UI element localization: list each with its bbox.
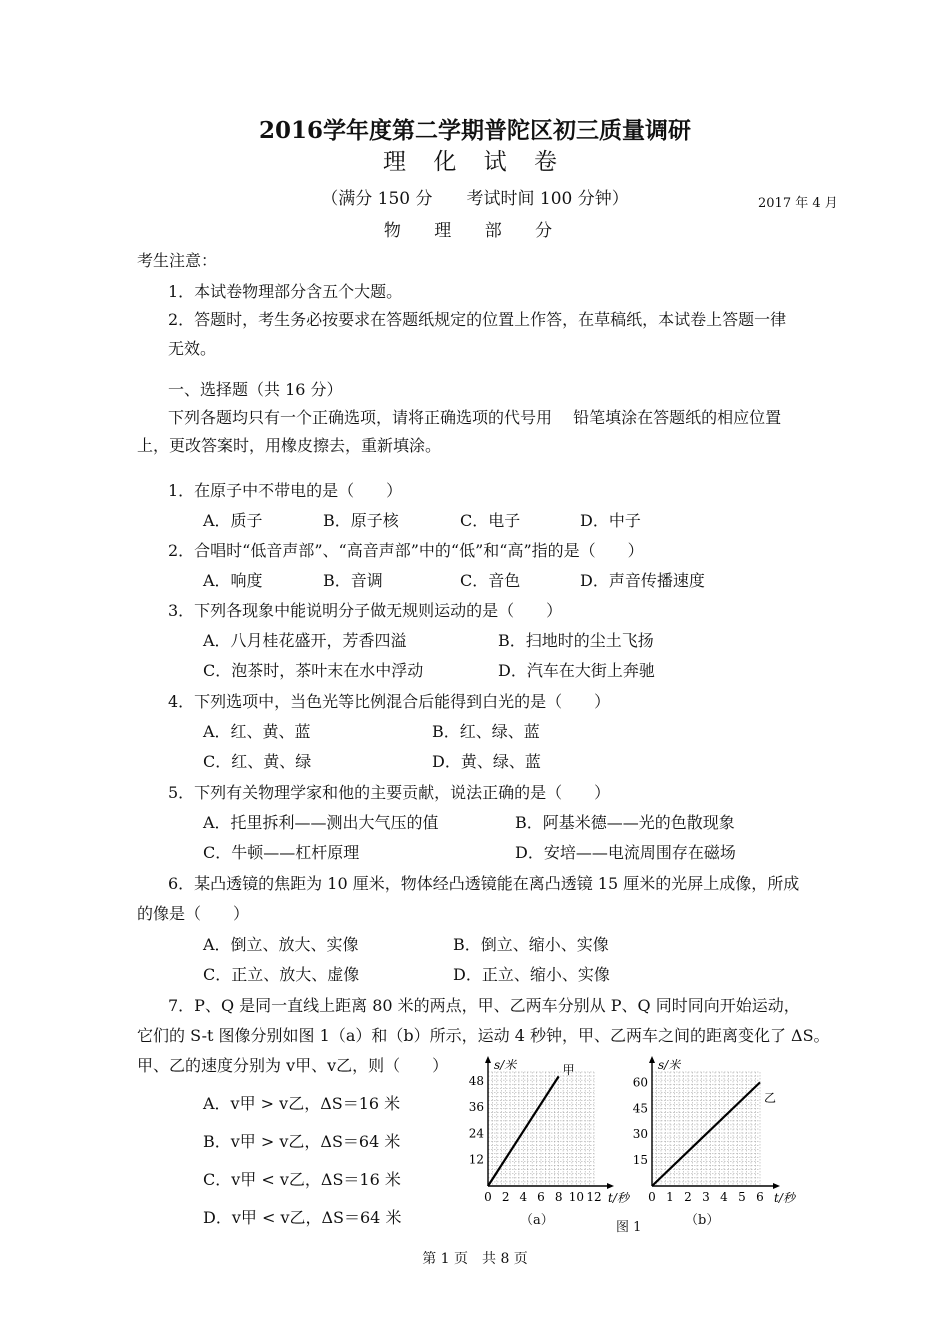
q6-option-b: B．倒立、缩小、实像 [453, 935, 609, 954]
chart-a [462, 1056, 642, 1234]
x-tick-label: 3 [702, 1190, 710, 1204]
q5-option-d: D．安培——电流周围存在磁场 [515, 843, 736, 862]
notice-item-2a: 2．答题时，考生务必按要求在答题纸规定的位置上作答，在草稿纸，本试卷上答题一律 [168, 310, 787, 329]
y-tick-label: 15 [632, 1153, 648, 1168]
x-tick-label: 6 [756, 1190, 764, 1204]
q2-option-a: A．响度 [203, 571, 263, 590]
q5-stem: 5．下列有关物理学家和他的主要贡献，说法正确的是（ ） [168, 783, 611, 802]
x-tick-label: 4 [519, 1190, 528, 1204]
x-tick-label: 2 [684, 1190, 692, 1204]
q3-option-c: C．泡茶时，茶叶末在水中浮动 [203, 661, 424, 680]
q2-stem: 2．合唱时“低音声部”、“高音声部”中的“低”和“高”指的是（ ） [168, 541, 644, 560]
x-tick-label: 0 [648, 1190, 656, 1204]
q2-option-d: D．声音传播速度 [580, 571, 705, 590]
x-axis-arrow [607, 1183, 614, 1189]
q4-option-d: D．黄、绿、蓝 [432, 752, 541, 771]
q7-stem-b: 它们的 S-t 图像分别如图 1（a）和（b）所示，运动 4 秒钟，甲、乙两车之间的距离变化了 ΔS。 [137, 1026, 830, 1045]
q6-option-c: C．正立、放大、虚像 [203, 965, 360, 984]
page-footer: 第 1 页 共 8 页 [422, 1251, 528, 1267]
q3-option-a: A．八月桂花盛开，芳香四溢 [203, 631, 407, 650]
y-axis-label: s/米 [658, 1058, 681, 1072]
q3-option-b: B．扫地时的尘土飞扬 [498, 631, 654, 650]
y-tick-label: 30 [632, 1127, 648, 1142]
q6-stem-b: 的像是（ ） [137, 904, 250, 923]
x-tick-label: 8 [554, 1190, 563, 1204]
y-tick-label: 60 [632, 1075, 648, 1090]
y-tick-label: 36 [468, 1100, 484, 1115]
notice-item-2b: 无效。 [168, 339, 217, 358]
q3-option-d: D．汽车在大街上奔驰 [498, 661, 655, 680]
part1-intro-b: 上，更改答案时，用橡皮擦去，重新填涂。 [137, 436, 442, 455]
x-tick-label: 0 [484, 1190, 492, 1204]
q1-option-c: C．电子 [460, 511, 521, 530]
y-axis-arrow [649, 1056, 655, 1063]
q2-option-b: B．音调 [323, 571, 383, 590]
q6-option-d: D．正立、缩小、实像 [453, 965, 610, 984]
x-axis-arrow [773, 1183, 780, 1189]
notice-item-1: 1．本试卷物理部分含五个大题。 [168, 282, 403, 301]
x-tick-label: 1 [666, 1190, 674, 1204]
q5-option-b: B．阿基米德——光的色散现象 [515, 813, 735, 832]
y-tick-label: 24 [468, 1126, 484, 1141]
q7-option-b: B．v甲 > v乙，ΔS＝64 米 [203, 1132, 401, 1151]
x-tick-label: 2 [501, 1190, 510, 1204]
q4-option-b: B．红、绿、蓝 [432, 722, 540, 741]
page-title: 2016学年度第二学期普陀区初三质量调研 [258, 117, 691, 144]
exam-date: 2017 年 4 月 [758, 196, 838, 211]
y-tick-label: 12 [468, 1152, 484, 1167]
x-tick-label: 6 [537, 1190, 545, 1204]
y-tick-label: 48 [468, 1073, 484, 1088]
q5-option-a: A．托里拆利——测出大气压的值 [203, 813, 439, 832]
q7-option-a: A．v甲 > v乙，ΔS＝16 米 [203, 1094, 401, 1113]
chart-b [628, 1056, 798, 1234]
series-line-b [652, 1082, 760, 1186]
x-axis-label: t/秒 [774, 1191, 795, 1205]
q7-stem-a: 7．P、Q 是同一直线上距离 80 米的两点，甲、乙两车分别从 P、Q 同时同向开始运动， [168, 996, 800, 1015]
q1-option-a: A．质子 [203, 511, 263, 530]
figure-caption: 图 1 [616, 1220, 642, 1235]
figure-b-label: （b） [685, 1213, 720, 1228]
section-title: 物 理 部 分 [383, 221, 567, 241]
q4-option-a: A．红、黄、蓝 [203, 722, 311, 741]
series-label-a: 甲 [562, 1063, 575, 1077]
score-time: （满分 150 分 考试时间 100 分钟） [321, 189, 629, 209]
notice-heading: 考生注意： [137, 251, 218, 270]
q7-stem-c: 甲、乙的速度分别为 v甲、v乙，则（ ） [137, 1056, 449, 1075]
y-axis-label: s/米 [494, 1058, 517, 1072]
part1-heading: 一、选择题（共 16 分） [168, 380, 343, 399]
q4-option-c: C．红、黄、绿 [203, 752, 312, 771]
q1-stem: 1．在原子中不带电的是（ ） [168, 481, 403, 500]
q3-stem: 3．下列各现象中能说明分子做无规则运动的是（ ） [168, 601, 563, 620]
q1-option-d: D．中子 [580, 511, 641, 530]
x-axis-label: t/秒 [608, 1191, 629, 1205]
q6-stem-a: 6．某凸透镜的焦距为 10 厘米，物体经凸透镜能在离凸透镜 15 厘米的光屏上成像，所成 [168, 874, 800, 893]
x-tick-label: 4 [720, 1190, 728, 1204]
y-axis-arrow [485, 1056, 491, 1063]
x-tick-label: 10 [568, 1190, 584, 1204]
y-tick-label: 45 [632, 1101, 648, 1116]
q4-stem: 4．下列选项中，当色光等比例混合后能得到白光的是（ ） [168, 692, 611, 711]
q7-option-c: C．v甲 < v乙，ΔS＝16 米 [203, 1170, 401, 1189]
q2-option-c: C．音色 [460, 571, 521, 590]
x-tick-label: 12 [586, 1190, 602, 1204]
q6-option-a: A．倒立、放大、实像 [203, 935, 359, 954]
q7-option-d: D．v甲 < v乙，ΔS＝64 米 [203, 1208, 402, 1227]
x-tick-label: 5 [738, 1190, 746, 1204]
q5-option-c: C．牛顿——杠杆原理 [203, 843, 360, 862]
q1-option-b: B．原子核 [323, 511, 399, 530]
figure-a-label: （a） [520, 1213, 554, 1228]
series-label-b: 乙 [764, 1091, 777, 1105]
page-subtitle: 理 化 试 卷 [383, 149, 567, 175]
part1-intro-a: 下列各题均只有一个正确选项，请将正确选项的代号用 铅笔填涂在答题纸的相应位置 [168, 408, 782, 427]
